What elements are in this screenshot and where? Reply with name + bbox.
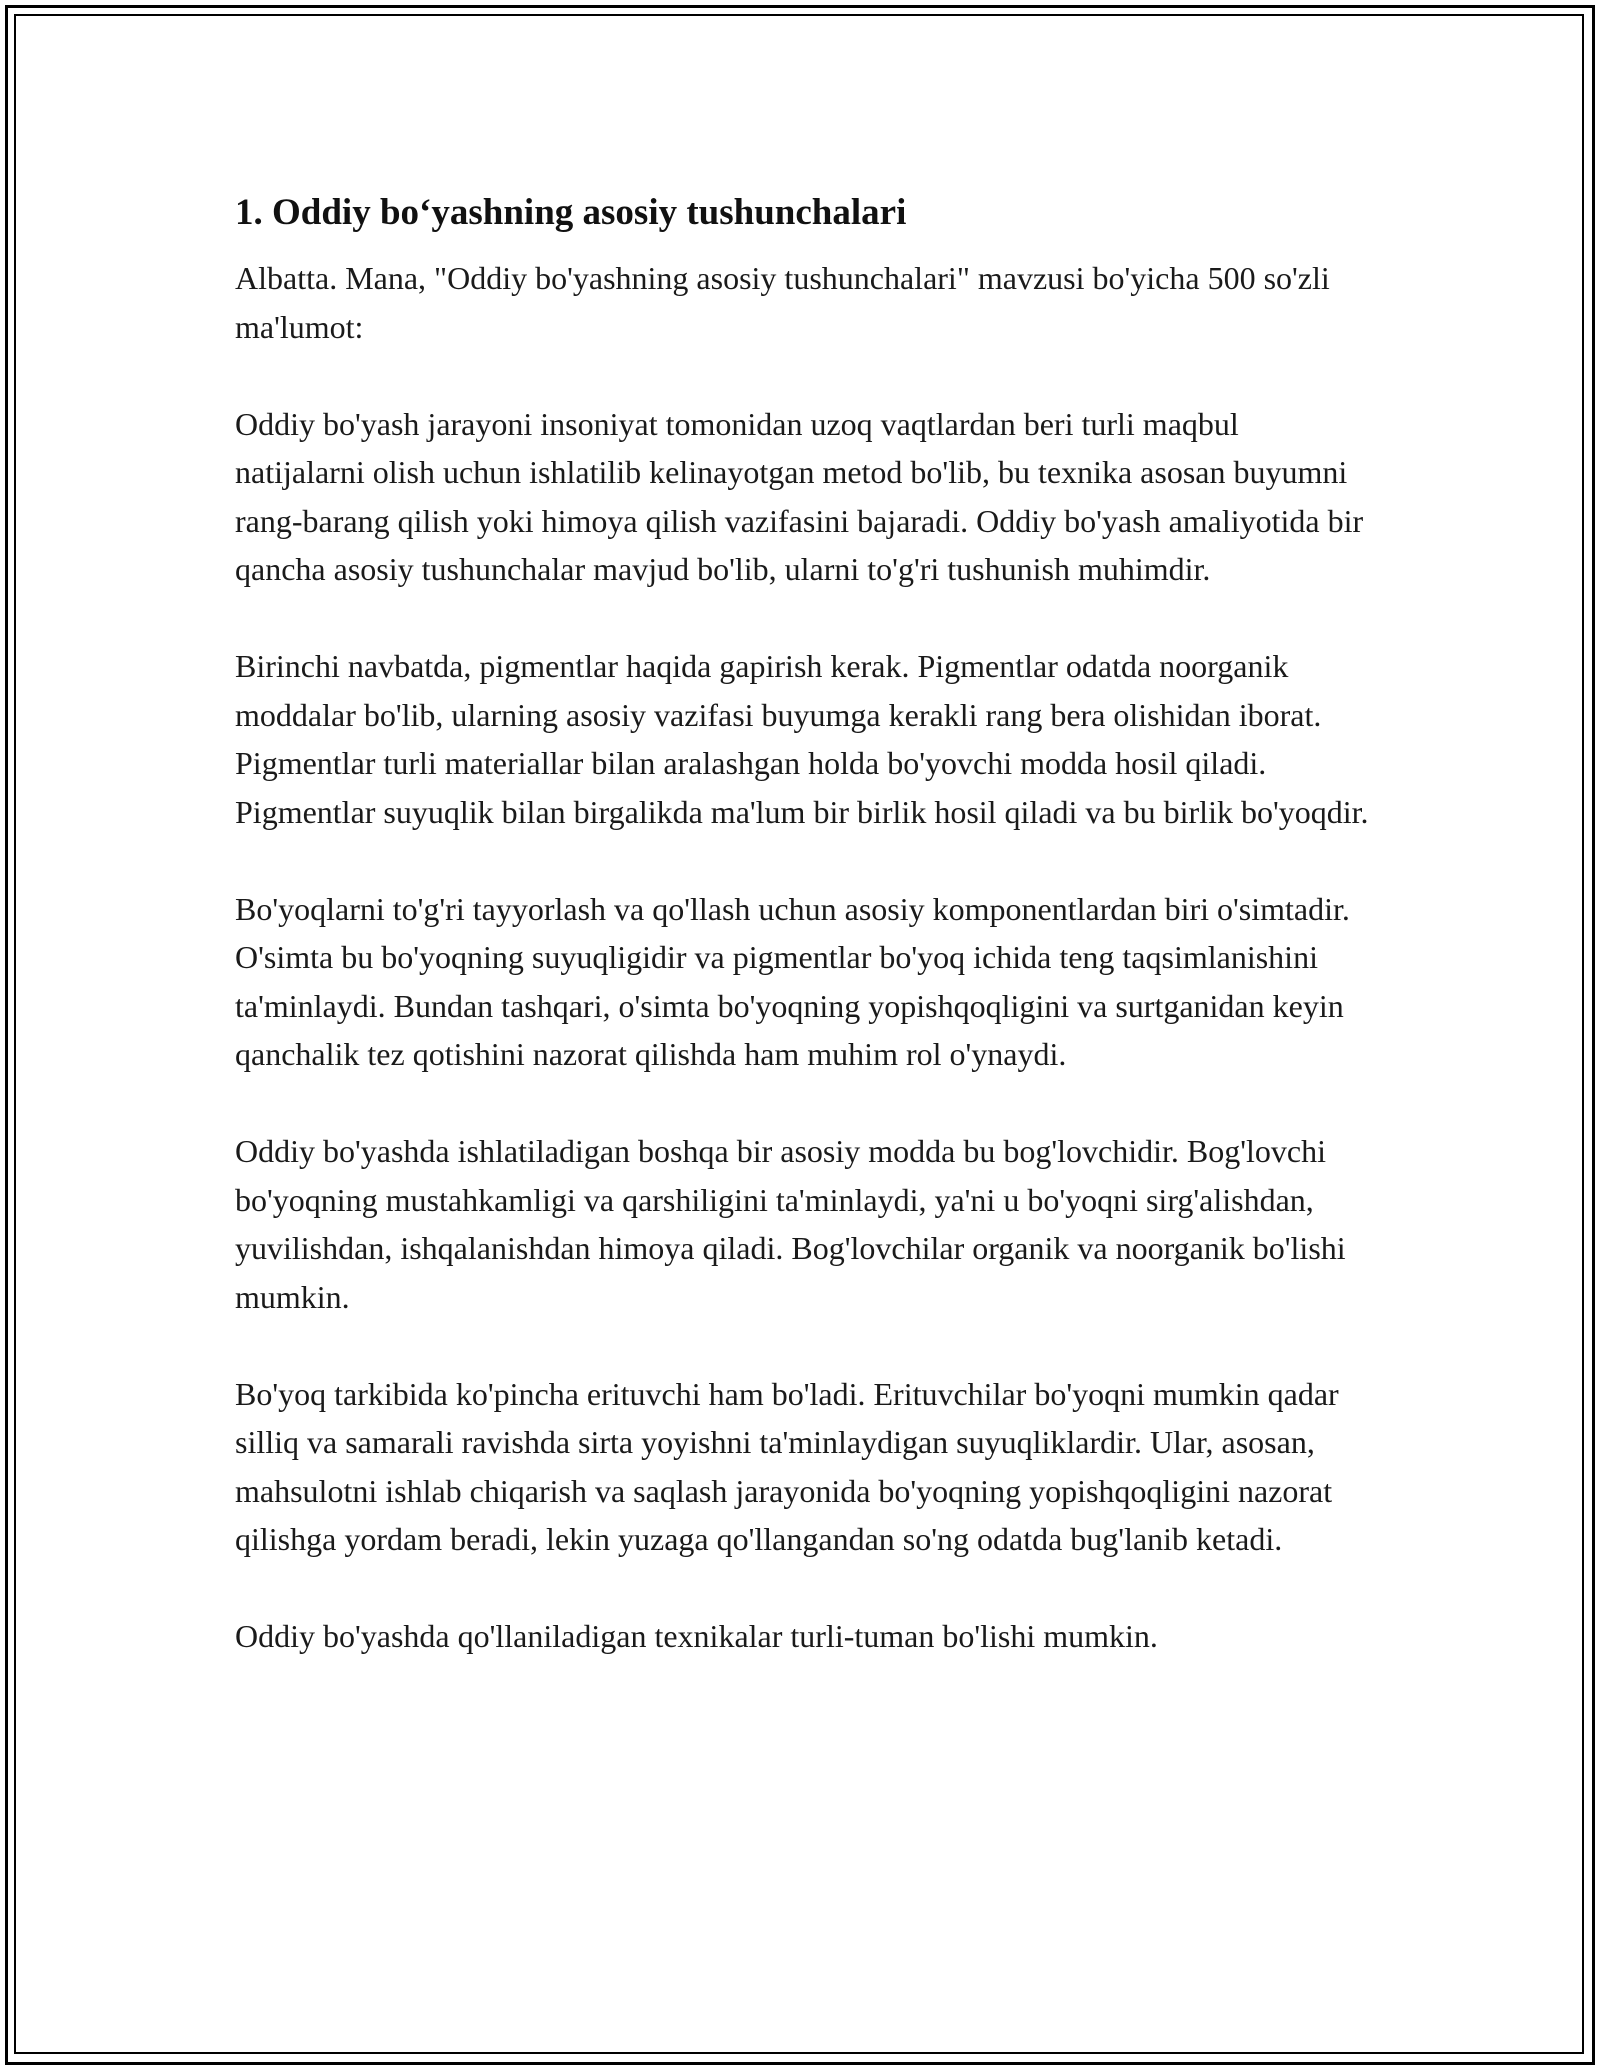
paragraph-pigments: Birinchi navbatda, pigmentlar haqida gapirish kerak. Pigmentlar odatda noorganik moddalar bo'lib, ularning asosiy vazifasi buyumga kerakli rang bera olishidan iborat. Pigmentlar turli materiallar bilan aralashgan holda bo'yovchi modda hosil qiladi. Pigmentlar suyuqlik bilan birgalikda ma'lum bir birlik hosil qiladi va bu birlik bo'yoqdir. [235, 648, 1369, 830]
paragraph-medium: Bo'yoqlarni to'g'ri tayyorlash va qo'llash uchun asosiy komponentlardan biri o'simtadir. O'simta bu bo'yoqning suyuqligidir va pigmentlar bo'yoq ichida teng taqsimlanishini ta'minlaydi. Bundan tashqari, o'simta bo'yoqning yopishqoqligini va surtganidan keyin qanchalik tez qotishini nazorat qilishda ham muhim rol o'ynaydi. [235, 890, 1350, 1072]
document-body [235, 188, 1375, 1709]
section-heading: 1. Oddiy bo‘yashning asosiy tushunchalari [235, 192, 907, 233]
paragraph-binders: Oddiy bo'yashda ishlatiladigan boshqa bir asosiy modda bu bog'lovchidir. Bog'lovchi bo'yoqning mustahkamligi va qarshiligini ta'minlaydi, ya'ni u bo'yoqni sirg'alishdan, yuvilishdan, ishqalanishdan himoya qiladi. Bog'lovchilar organik va noorganik bo'lishi mumkin. [235, 1133, 1346, 1315]
paragraph-solvents: Bo'yoq tarkibida ko'pincha erituvchi ham bo'ladi. Erituvchilar bo'yoqni mumkin qadar silliq va samarali ravishda sirta yoyishni ta'minlaydigan suyuqliklardir. Ular, asosan, mahsulotni ishlab chiqarish va saqlash jarayonida bo'yoqning yopishqoqligini nazorat qilishga yordam beradi, lekin yuzaga qo'llangandan so'ng odatda bug'lanib ketadi. [235, 1375, 1339, 1557]
paragraph-overview: Oddiy bo'yash jarayoni insoniyat tomonidan uzoq vaqtlardan beri turli maqbul natijalarni olish uchun ishlatilib kelinayotgan metod bo'lib, bu texnika asosan buyumni rang-barang qilish yoki himoya qilish vazifasini bajaradi. Oddiy bo'yash amaliyotida bir qancha asosiy tushunchalar mavjud bo'lib, ularni to'g'ri tushunish muhimdir. [235, 405, 1364, 587]
paragraph-techniques: Oddiy bo'yashda qo'llaniladigan texnikalar turli-tuman bo'lishi mumkin. [235, 1618, 1158, 1654]
paragraph-intro: Albatta. Mana, "Oddiy bo'yashning asosiy tushunchalari" mavzusi bo'yicha 500 so'zli ma'lumot: [235, 260, 1330, 345]
